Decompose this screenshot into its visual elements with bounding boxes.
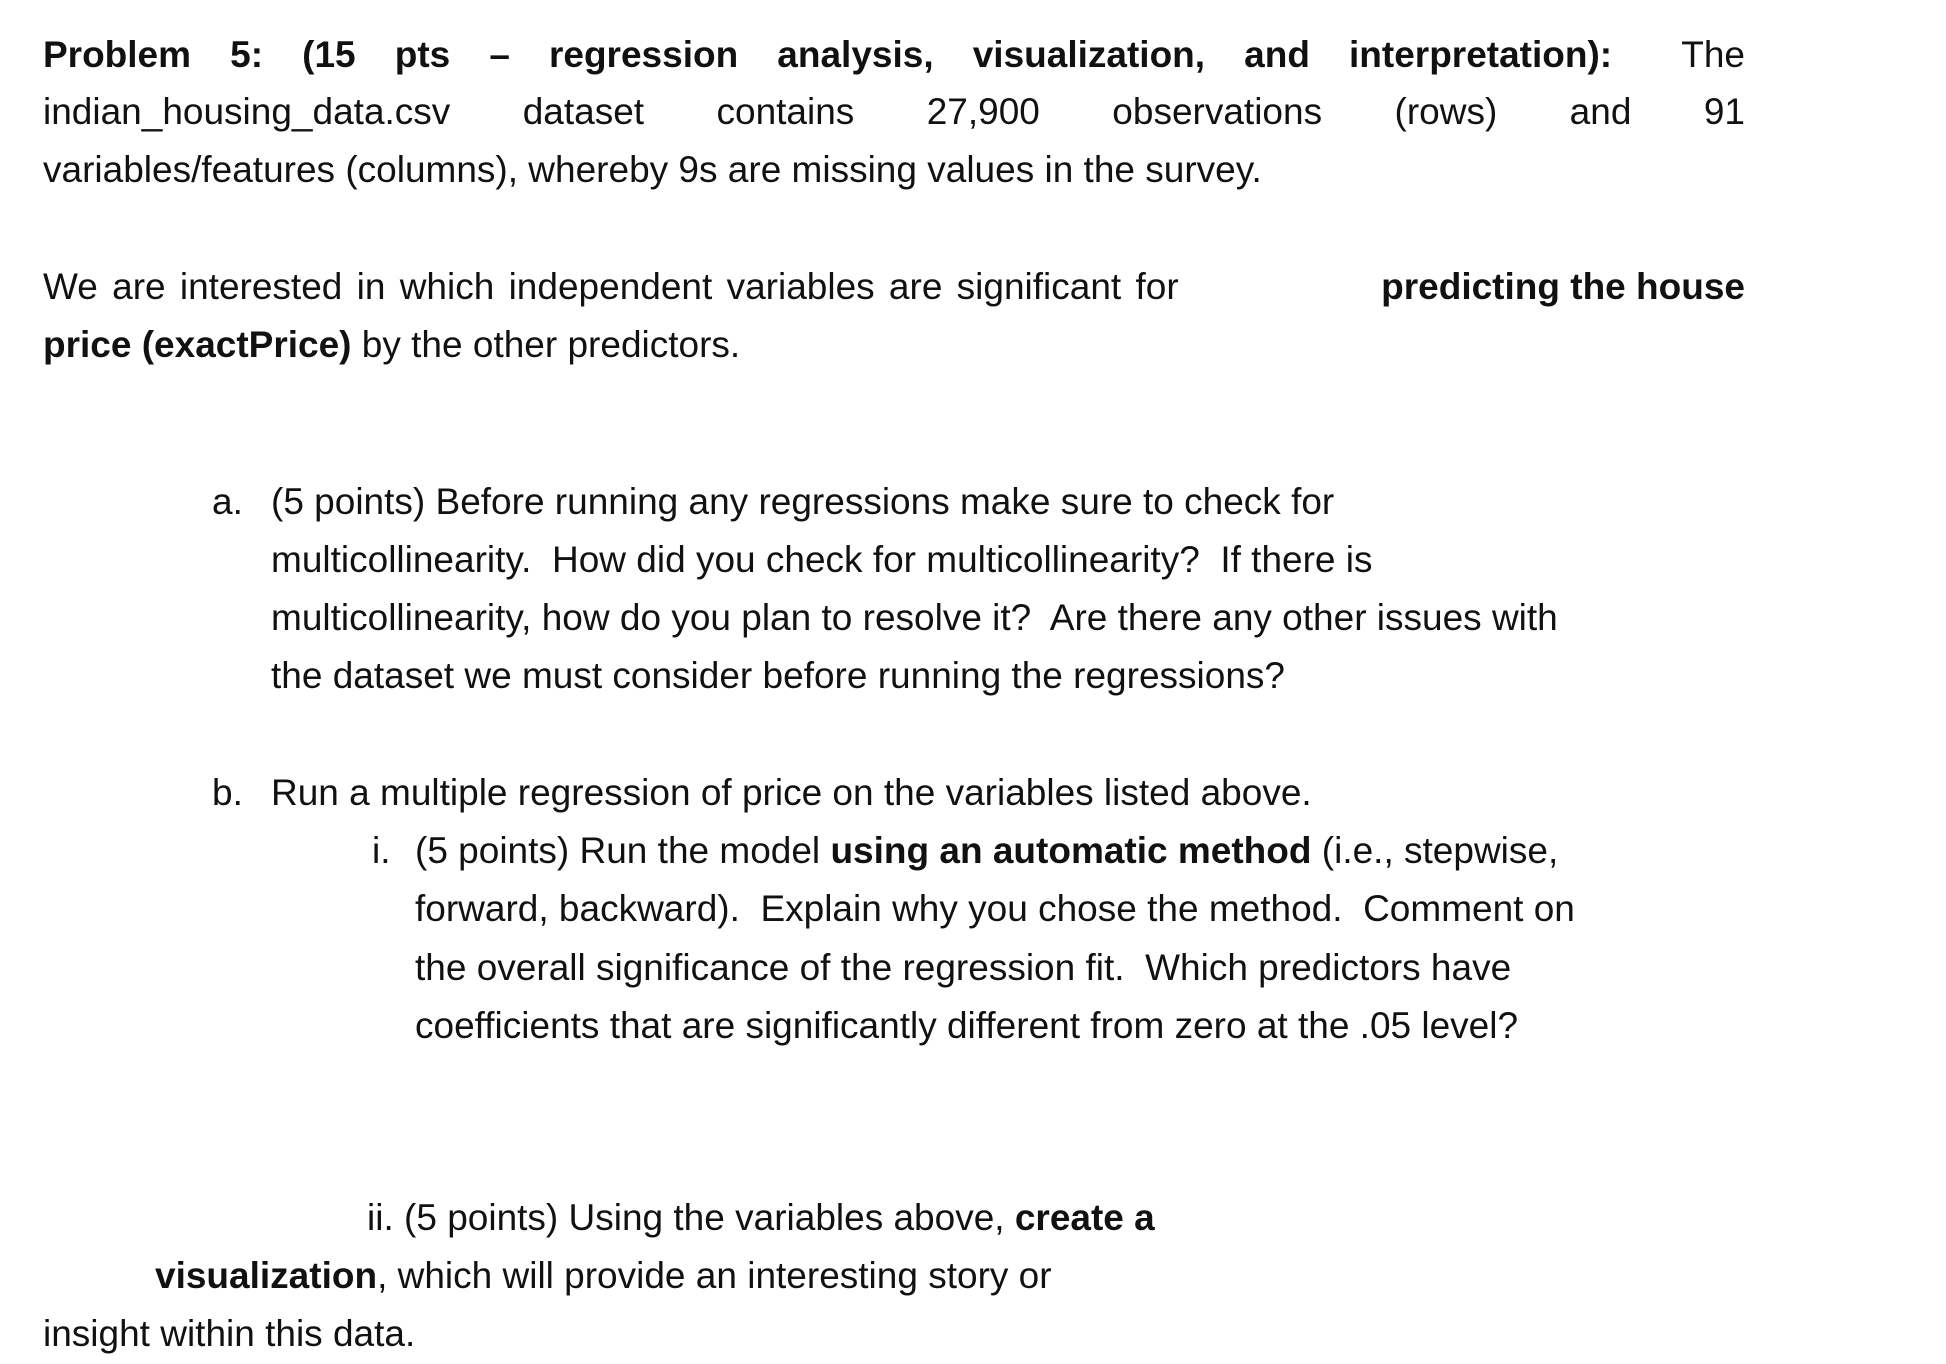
part-a-line: multicollinearity. How did you check for multicollinearity? If there is	[271, 539, 1373, 580]
part-b-i-line-1	[415, 829, 1558, 873]
part-b-ii-line-1	[367, 1196, 1155, 1240]
intro-word: contains	[716, 91, 855, 132]
interest-line-2	[43, 323, 740, 367]
part-b-ii-emphasis: create a	[1014, 1197, 1155, 1238]
part-b-marker: b.	[212, 772, 243, 813]
part-b-ii-marker: ii.	[367, 1197, 394, 1238]
title-word: 5:	[230, 34, 264, 75]
title-word: analysis,	[777, 34, 934, 75]
title-word: and	[1244, 34, 1310, 75]
part-b-i-line: the overall significance of the regression fit. Which predictors have	[415, 947, 1512, 988]
target-variable: price (exactPrice)	[43, 324, 352, 365]
title-word: interpretation):	[1349, 34, 1613, 75]
intro-word: (rows)	[1394, 91, 1498, 132]
problem-title-line	[43, 33, 1745, 77]
part-a-line: (5 points) Before running any regressions make sure to check for	[271, 481, 1335, 522]
intro-text: The	[1681, 34, 1745, 75]
part-b-ii-line-2	[155, 1254, 1052, 1298]
observation-count: 27,900	[926, 91, 1040, 132]
title-word: (15	[302, 34, 356, 75]
title-word: regression	[548, 34, 739, 75]
intro-word: dataset	[522, 91, 645, 132]
intro-line-3: variables/features (columns), whereby 9s are missing values in the survey.	[43, 149, 1262, 190]
part-a-line: the dataset we must consider before running the regressions?	[271, 655, 1285, 696]
interest-emphasis: predicting the house	[1381, 266, 1745, 307]
title-word: pts	[394, 34, 451, 75]
variable-count: 91	[1703, 91, 1745, 132]
part-b-i-emphasis: using an automatic method	[830, 830, 1312, 871]
intro-line-2	[43, 90, 1745, 134]
part-b-i-line: coefficients that are significantly different from zero at the .05 level?	[415, 1005, 1519, 1046]
part-b-text: Run a multiple regression of price on the variables listed above.	[271, 772, 1312, 813]
dataset-filename: indian_housing_data.csv	[43, 91, 451, 132]
part-b-i-text: (i.e., stepwise,	[1321, 830, 1559, 871]
part-b-ii-text: (5 points) Using the variables above,	[404, 1197, 1005, 1238]
title-word: visualization,	[972, 34, 1206, 75]
part-b-i-text: (5 points) Run the model	[415, 830, 821, 871]
intro-word: and	[1569, 91, 1632, 132]
interest-line-1	[43, 265, 1745, 309]
part-b-i-marker: i.	[372, 830, 391, 871]
part-a-line: multicollinearity, how do you plan to resolve it? Are there any other issues with	[271, 597, 1558, 638]
part-b-ii-line-3: insight within this data.	[43, 1313, 416, 1354]
interest-text: We are interested in which independent variables are significant for	[43, 266, 1179, 307]
interest-text: by the other predictors.	[361, 324, 741, 365]
part-b-ii-text: , which will provide an interesting story or	[377, 1255, 1052, 1296]
part-b-ii-emphasis: visualization	[155, 1255, 378, 1296]
title-word: Problem	[43, 34, 192, 75]
part-b-i-line: forward, backward). Explain why you chose the method. Comment on	[415, 888, 1575, 929]
title-word: –	[489, 34, 510, 75]
part-a-marker: a.	[212, 481, 243, 522]
intro-word: observations	[1112, 91, 1323, 132]
